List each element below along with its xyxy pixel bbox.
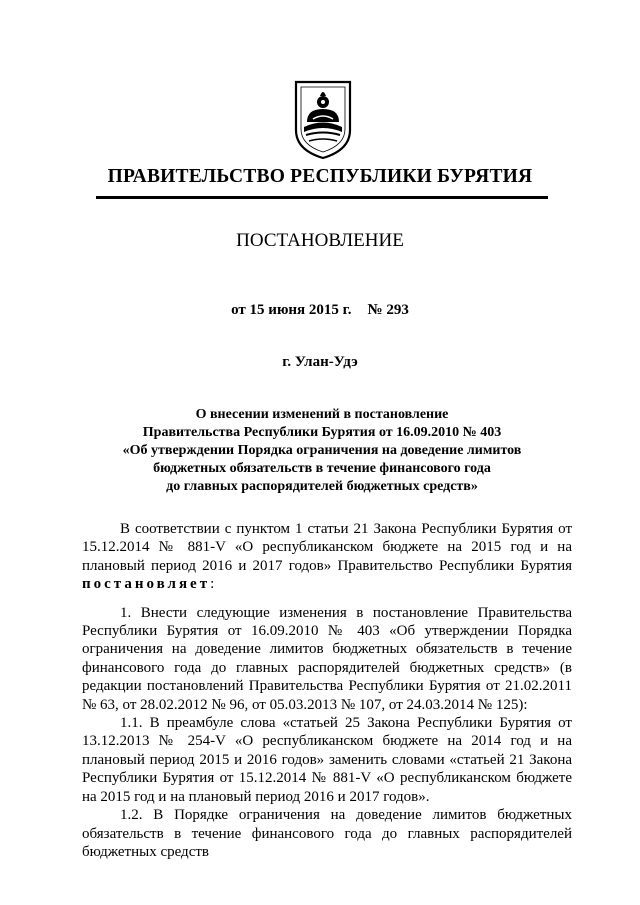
item-1-paragraph: 1. Внести следующие изменения в постановление Правительства Республики Бурятия от 16.09.2010 № 403 «Об утверждении Порядка ограничения на доведение лимитов бюджетных обязательств в течение финансового года до главных распорядителей бюджетных средств» (в редакции постановлений Правительства Республики Бурятия от 21.02.2011 № 63, от 28.02.2012 № 96, от 05.03.2013 № 107, от 24.03.2014 № 125):	[82, 604, 572, 713]
subject-line: Правительства Республики Бурятия от 16.09.2010 № 403	[142, 425, 502, 440]
subject-line: бюджетных обязательств в течение финансового года	[153, 461, 491, 476]
decrees-colon: :	[210, 576, 215, 593]
document-subject	[96, 406, 548, 496]
issuing-city: г. Улан-Удэ	[282, 354, 358, 370]
preamble-paragraph	[82, 520, 572, 594]
subject-line: до главных распорядителей бюджетных средств»	[166, 479, 478, 494]
date-number-line	[0, 302, 640, 319]
header-divider	[96, 196, 548, 199]
item-1-1-paragraph: 1.1. В преамбуле слова «статьей 25 Закона Республики Бурятия от 13.12.2013 № 254-V «О республиканском бюджете на 2014 год и на плановый период 2015 и 2016 годов» заменить словами «статьей 21 Закона Республики Бурятия от 15.12.2014 № 881-V «О республиканском бюджете на 2015 год и на плановый период 2016 и 2017 годов».	[82, 715, 572, 805]
subject-line: «Об утверждении Порядка ограничения на доведение лимитов	[122, 443, 522, 458]
preamble-text: В соответствии с пунктом 1 статьи 21 Закона Республики Бурятия от 15.12.2014 № 881-V «О республиканском бюджете на 2015 год и на плановый период 2016 и 2017 годов» Правительство Республики Бурятия	[82, 521, 572, 574]
document-body	[82, 520, 572, 861]
document-number: № 293	[367, 302, 409, 318]
subject-line: О внесении изменений в постановление	[195, 407, 449, 422]
organization-title: ПРАВИТЕЛЬСТВО РЕСПУБЛИКИ БУРЯТИЯ	[107, 166, 533, 187]
coat-of-arms-icon	[293, 78, 353, 160]
item-1-2-paragraph: 1.2. В Порядке ограничения на доведение лимитов бюджетных обязательств в течение финансового года до главных распорядителей бюджетных средств	[82, 807, 572, 860]
document-type: ПОСТАНОВЛЕНИЕ	[236, 230, 404, 251]
decrees-word: постановляет	[82, 576, 211, 593]
document-date: от 15 июня 2015 г.	[231, 302, 352, 318]
